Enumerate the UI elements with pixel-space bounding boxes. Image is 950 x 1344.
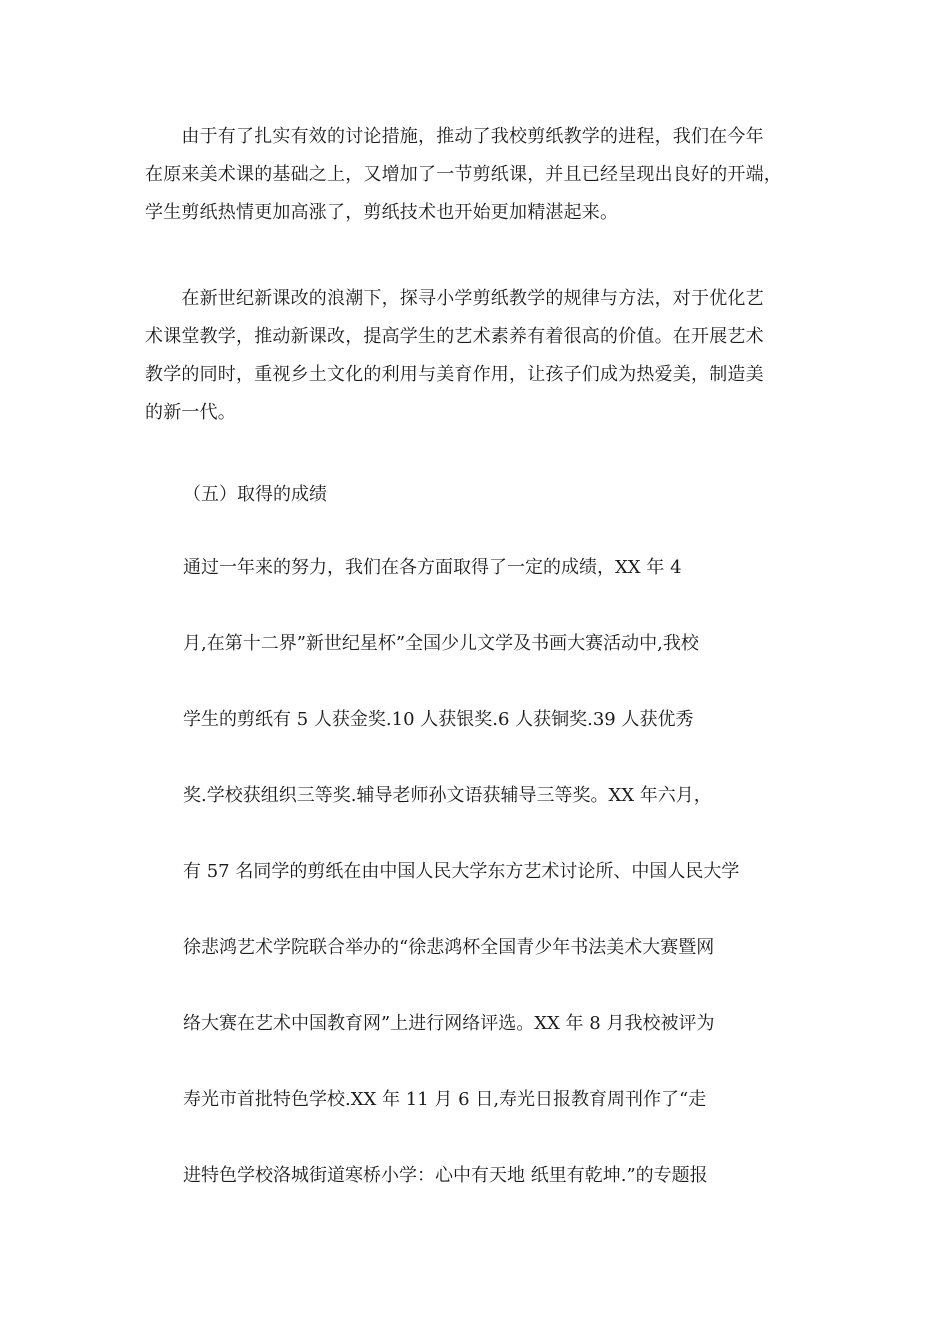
achievement-line: 络大赛在艺术中国教育网”上进行网络评选。XX 年 8 月我校被评为 [183,1013,715,1034]
achievement-line: 徐悲鸿艺术学院联合举办的“徐悲鸿杯全国青少年书法美术大赛暨网 [183,937,715,958]
achievement-line: 寿光市首批特色学校.XX 年 11 月 6 日,寿光日报教育周刊作了“走 [183,1089,707,1110]
achievement-line: 奖.学校获组织三等奖.辅导老师孙文语获辅导三等奖。XX 年六月， [183,785,712,806]
achievement-line: 进特色学校洛城街道寒桥小学：心中有天地 纸里有乾坤.”的专题报 [183,1165,708,1186]
achievement-line: 月,在第十二界”新世纪星杯”全国少儿文学及书画大赛活动中,我校 [183,633,699,654]
achievement-line: 有 57 名同学的剪纸在由中国人民大学东方艺术讨论所、中国人民大学 [183,861,740,882]
paragraph-line: 在原来美术课的基础之上，又增加了一节剪纸课，并且已经呈现出良好的开端， [145,164,782,185]
paragraph-line: 教学的同时，重视乡土文化的利用与美育作用，让孩子们成为热爱美，制造美 [145,364,764,385]
paragraph-1 [145,118,815,232]
paragraph-line: 术课堂教学，推动新课改，提高学生的艺术素养有着很高的价值。在开展艺术 [145,326,764,347]
paragraph-2 [145,280,815,432]
achievement-line: 通过一年来的努力，我们在各方面取得了一定的成绩，XX 年 4 [183,557,682,578]
section-heading: （五）取得的成绩 [183,484,327,505]
achievement-line: 学生的剪纸有 5 人获金奖.10 人获银奖.6 人获铜奖.39 人获优秀 [183,709,694,730]
paragraph-line: 由于有了扎实有效的讨论措施，推动了我校剪纸教学的进程，我们在今年 [145,126,764,147]
paragraph-line: 的新一代。 [145,402,236,423]
paragraph-line: 学生剪纸热情更加高涨了，剪纸技术也开始更加精湛起来。 [145,202,619,223]
paragraph-line: 在新世纪新课改的浪潮下，探寻小学剪纸教学的规律与方法，对于优化艺 [145,288,764,309]
